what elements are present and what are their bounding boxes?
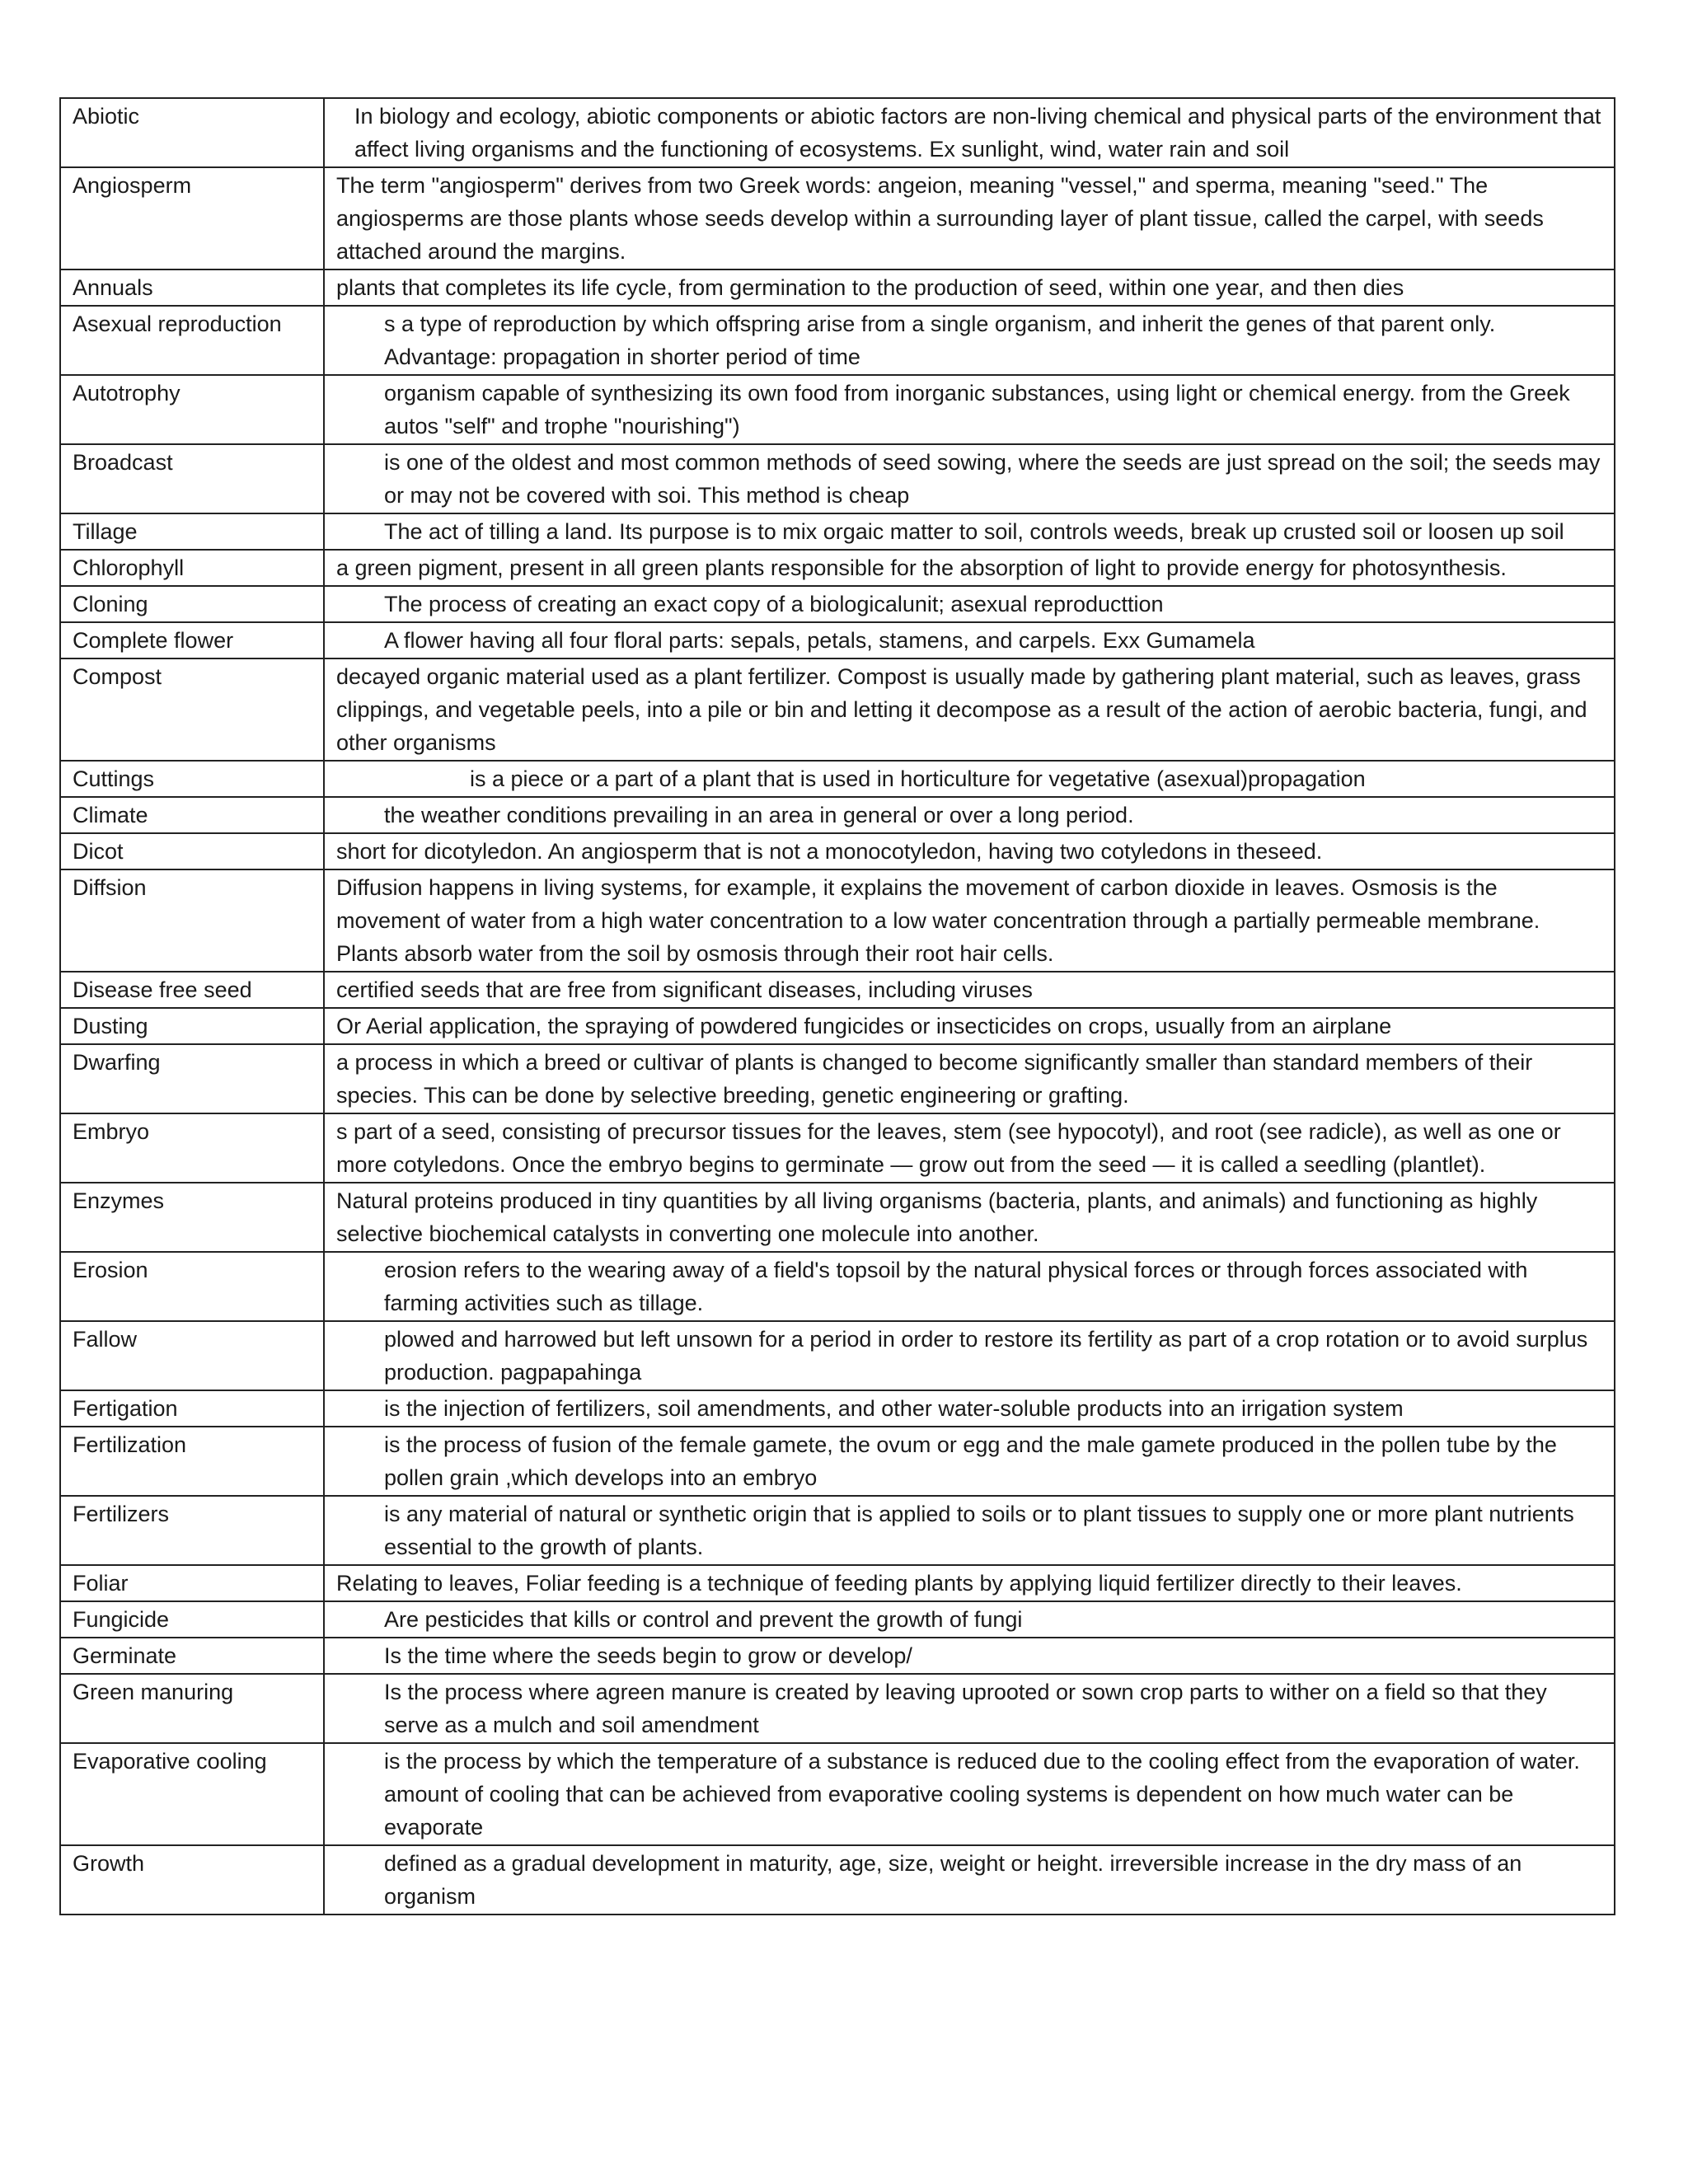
table-row (60, 1008, 1615, 1044)
term-cell: Germinate (60, 1638, 324, 1674)
definition-cell: A flower having all four floral parts: sepals, petals, stamens, and carpels. Exx Gumamela (324, 622, 1615, 658)
glossary-table (59, 97, 1615, 1915)
table-row (60, 1674, 1615, 1743)
term-cell: Cloning (60, 586, 324, 622)
table-row (60, 269, 1615, 306)
definition-cell: Natural proteins produced in tiny quantities by all living organisms (bacteria, plants, and animals) and functioning as highly selective biochemical catalysts in converting one molecule into another. (324, 1183, 1615, 1252)
term-cell: Disease free seed (60, 972, 324, 1008)
definition-cell: is the process of fusion of the female gamete, the ovum or egg and the male gamete produced in the pollen tube by the pollen grain ,which develops into an embryo (324, 1427, 1615, 1496)
table-row (60, 1601, 1615, 1638)
term-cell: Diffsion (60, 869, 324, 972)
definition-cell: erosion refers to the wearing away of a field's topsoil by the natural physical forces or through forces associated with farming activities such as tillage. (324, 1252, 1615, 1321)
table-row (60, 375, 1615, 444)
definition-cell: Is the process where agreen manure is created by leaving uprooted or sown crop parts to wither on a field so that they serve as a mulch and soil amendment (324, 1674, 1615, 1743)
table-row (60, 513, 1615, 550)
table-row (60, 306, 1615, 375)
table-row (60, 833, 1615, 869)
definition-cell: is the injection of fertilizers, soil amendments, and other water-soluble products into an irrigation system (324, 1390, 1615, 1427)
table-row (60, 1743, 1615, 1845)
table-row (60, 1638, 1615, 1674)
term-cell: Fertilizers (60, 1496, 324, 1565)
term-cell: Dusting (60, 1008, 324, 1044)
definition-cell: is a piece or a part of a plant that is used in horticulture for vegetative (asexual)propagation (324, 761, 1615, 797)
term-cell: Fungicide (60, 1601, 324, 1638)
table-row (60, 1044, 1615, 1113)
definition-cell: is the process by which the temperature of a substance is reduced due to the cooling effect from the evaporation of water. amount of cooling that can be achieved from evaporative cooling systems is dependent on how much water can be evaporate (324, 1743, 1615, 1845)
definition-cell: The term "angiosperm" derives from two Greek words: angeion, meaning "vessel," and sperma, meaning "seed." The angiosperms are those plants whose seeds develop within a surrounding layer of plant tissue, called the carpel, with seeds attached around the margins. (324, 167, 1615, 269)
table-row (60, 1183, 1615, 1252)
definition-cell: plants that completes its life cycle, from germination to the production of seed, within one year, and then dies (324, 269, 1615, 306)
definition-cell: decayed organic material used as a plant fertilizer. Compost is usually made by gathering plant material, such as leaves, grass clippings, and vegetable peels, into a pile or bin and letting it decompose as a result of the action of aerobic bacteria, fungi, and other organisms (324, 658, 1615, 761)
definition-cell: is one of the oldest and most common methods of seed sowing, where the seeds are just spread on the soil; the seeds may or may not be covered with soi. This method is cheap (324, 444, 1615, 513)
table-row (60, 1496, 1615, 1565)
term-cell: Fallow (60, 1321, 324, 1390)
term-cell: Dicot (60, 833, 324, 869)
table-row (60, 622, 1615, 658)
definition-cell: The act of tilling a land. Its purpose is to mix orgaic matter to soil, controls weeds, break up crusted soil or loosen up soil (324, 513, 1615, 550)
table-row (60, 1845, 1615, 1915)
term-cell: Dwarfing (60, 1044, 324, 1113)
term-cell: Angiosperm (60, 167, 324, 269)
definition-cell: Diffusion happens in living systems, for example, it explains the movement of carbon dioxide in leaves. Osmosis is the movement of water from a high water concentration to a low water concentration through a partially permeable membrane. Plants absorb water from the soil by osmosis through their root hair cells. (324, 869, 1615, 972)
definition-cell: Or Aerial application, the spraying of powdered fungicides or insecticides on crops, usually from an airplane (324, 1008, 1615, 1044)
definition-cell: short for dicotyledon. An angiosperm that is not a monocotyledon, having two cotyledons in theseed. (324, 833, 1615, 869)
term-cell: Chlorophyll (60, 550, 324, 586)
definition-cell: The process of creating an exact copy of a biologicalunit; asexual reproducttion (324, 586, 1615, 622)
table-row (60, 972, 1615, 1008)
table-row (60, 797, 1615, 833)
term-cell: Fertigation (60, 1390, 324, 1427)
table-row (60, 869, 1615, 972)
definition-cell: s a type of reproduction by which offspring arise from a single organism, and inherit the genes of that parent only. Advantage: propagation in shorter period of time (324, 306, 1615, 375)
definition-cell: a green pigment, present in all green plants responsible for the absorption of light to provide energy for photosynthesis. (324, 550, 1615, 586)
table-row (60, 167, 1615, 269)
table-row (60, 1113, 1615, 1183)
term-cell: Compost (60, 658, 324, 761)
term-cell: Embryo (60, 1113, 324, 1183)
table-row (60, 586, 1615, 622)
term-cell: Growth (60, 1845, 324, 1915)
term-cell: Fertilization (60, 1427, 324, 1496)
table-row (60, 1252, 1615, 1321)
glossary-page (59, 97, 1615, 1915)
table-row (60, 98, 1615, 167)
definition-cell: organism capable of synthesizing its own food from inorganic substances, using light or chemical energy. from the Greek autos "self" and trophe "nourishing") (324, 375, 1615, 444)
definition-cell: certified seeds that are free from significant diseases, including viruses (324, 972, 1615, 1008)
term-cell: Autotrophy (60, 375, 324, 444)
term-cell: Climate (60, 797, 324, 833)
definition-cell: In biology and ecology, abiotic components or abiotic factors are non-living chemical and physical parts of the environment that affect living organisms and the functioning of ecosystems. Ex sunlight, wind, water rain and soil (324, 98, 1615, 167)
definition-cell: the weather conditions prevailing in an area in general or over a long period. (324, 797, 1615, 833)
definition-cell: Are pesticides that kills or control and prevent the growth of fungi (324, 1601, 1615, 1638)
term-cell: Complete flower (60, 622, 324, 658)
table-row (60, 658, 1615, 761)
table-row (60, 1427, 1615, 1496)
table-row (60, 761, 1615, 797)
term-cell: Broadcast (60, 444, 324, 513)
definition-cell: Is the time where the seeds begin to grow or develop/ (324, 1638, 1615, 1674)
table-row (60, 1565, 1615, 1601)
table-row (60, 444, 1615, 513)
term-cell: Erosion (60, 1252, 324, 1321)
term-cell: Evaporative cooling (60, 1743, 324, 1845)
term-cell: Enzymes (60, 1183, 324, 1252)
table-row (60, 550, 1615, 586)
table-row (60, 1390, 1615, 1427)
term-cell: Asexual reproduction (60, 306, 324, 375)
term-cell: Annuals (60, 269, 324, 306)
term-cell: Abiotic (60, 98, 324, 167)
term-cell: Tillage (60, 513, 324, 550)
definition-cell: a process in which a breed or cultivar of plants is changed to become significantly smaller than standard members of their species. This can be done by selective breeding, genetic engineering or grafting. (324, 1044, 1615, 1113)
term-cell: Foliar (60, 1565, 324, 1601)
definition-cell: Relating to leaves, Foliar feeding is a technique of feeding plants by applying liquid fertilizer directly to their leaves. (324, 1565, 1615, 1601)
term-cell: Cuttings (60, 761, 324, 797)
definition-cell: is any material of natural or synthetic origin that is applied to soils or to plant tissues to supply one or more plant nutrients essential to the growth of plants. (324, 1496, 1615, 1565)
term-cell: Green manuring (60, 1674, 324, 1743)
definition-cell: defined as a gradual development in maturity, age, size, weight or height. irreversible increase in the dry mass of an organism (324, 1845, 1615, 1915)
definition-cell: plowed and harrowed but left unsown for a period in order to restore its fertility as part of a crop rotation or to avoid surplus production. pagpapahinga (324, 1321, 1615, 1390)
definition-cell: s part of a seed, consisting of precursor tissues for the leaves, stem (see hypocotyl), and root (see radicle), as well as one or more cotyledons. Once the embryo begins to germinate — grow out from the seed — it is called a seedling (plantlet). (324, 1113, 1615, 1183)
table-row (60, 1321, 1615, 1390)
